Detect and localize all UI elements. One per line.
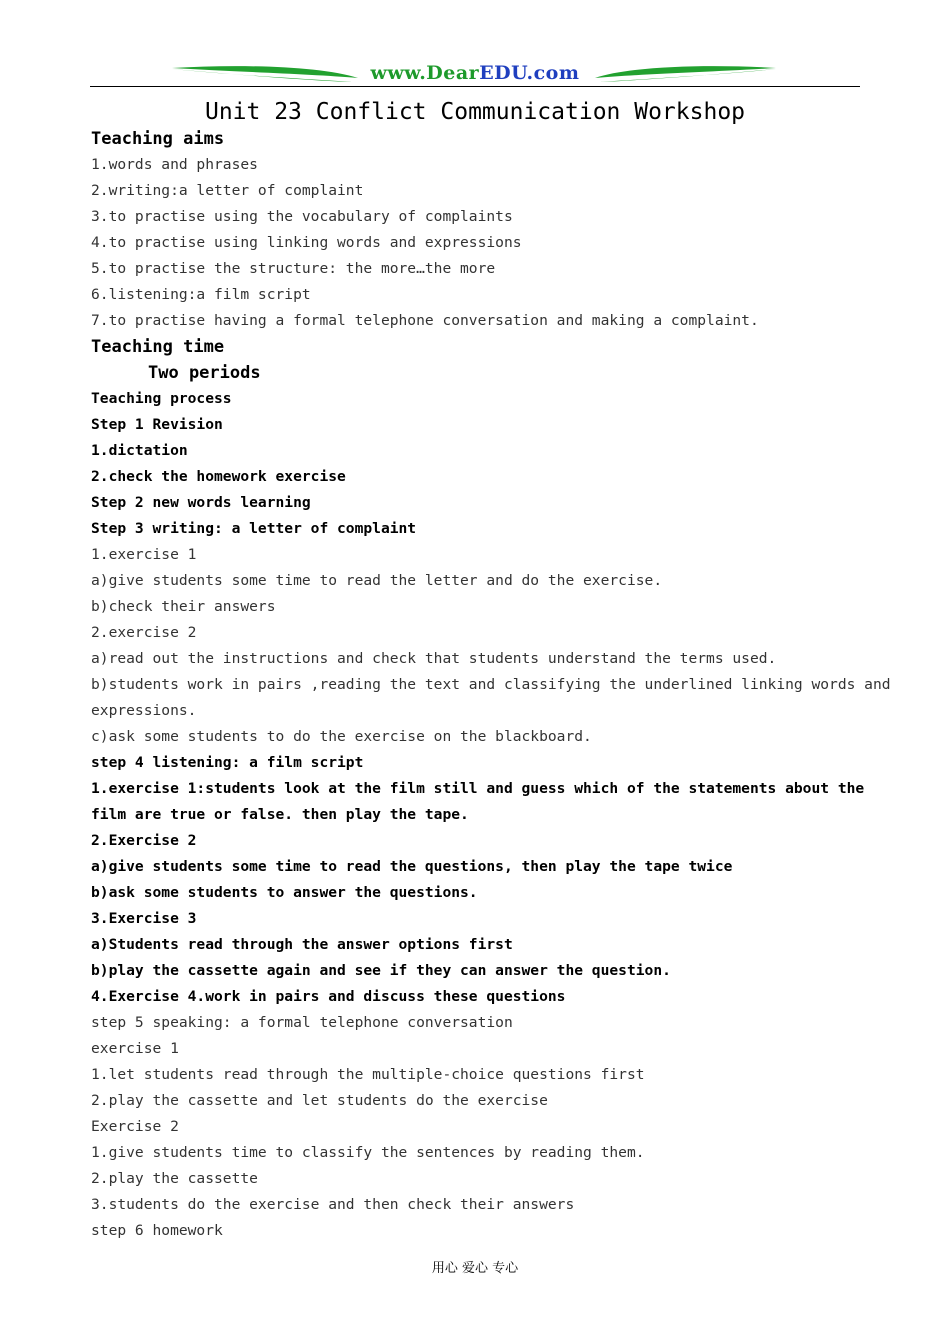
text-line: 1.exercise 1 bbox=[91, 546, 197, 563]
text-line: Two periods bbox=[148, 363, 261, 383]
header-divider bbox=[90, 86, 860, 87]
site-suffix: EDU.com bbox=[479, 62, 580, 84]
text-line: b)ask some students to answer the questions. bbox=[91, 884, 478, 901]
text-line: 2.play the cassette bbox=[91, 1170, 258, 1187]
text-line: 1.exercise 1:students look at the film still and guess which of the statements about the bbox=[91, 780, 865, 797]
text-line: 3.to practise using the vocabulary of complaints bbox=[91, 208, 513, 225]
text-line: b)check their answers bbox=[91, 598, 276, 615]
text-line: 2.play the cassette and let students do the exercise bbox=[91, 1092, 548, 1109]
text-line: Teaching time bbox=[91, 337, 225, 357]
text-line: 2.writing:a letter of complaint bbox=[91, 182, 364, 199]
text-line: b)play the cassette again and see if they can answer the question. bbox=[91, 962, 671, 979]
text-line: Exercise 2 bbox=[91, 1118, 179, 1135]
text-line: b)students work in pairs ,reading the text and classifying the underlined linking words and bbox=[91, 676, 891, 693]
text-line: 1.dictation bbox=[91, 442, 188, 459]
text-line: 3.students do the exercise and then check their answers bbox=[91, 1196, 575, 1213]
text-line: a)give students some time to read the letter and do the exercise. bbox=[91, 572, 663, 589]
text-line: 7.to practise having a formal telephone conversation and making a complaint. bbox=[91, 312, 759, 329]
text-line: Step 2 new words learning bbox=[91, 494, 311, 511]
text-line: 4.to practise using linking words and expressions bbox=[91, 234, 522, 251]
text-line: Teaching process bbox=[91, 390, 232, 407]
text-line: 2.check the homework exercise bbox=[91, 468, 346, 485]
text-line: 2.Exercise 2 bbox=[91, 832, 197, 849]
text-line: a)give students some time to read the questions, then play the tape twice bbox=[91, 858, 733, 875]
text-line: expressions. bbox=[91, 702, 197, 719]
text-line: 2.exercise 2 bbox=[91, 624, 197, 641]
text-line: 1.let students read through the multiple-choice questions first bbox=[91, 1066, 645, 1083]
text-line: film are true or false. then play the tape. bbox=[91, 806, 469, 823]
text-line: exercise 1 bbox=[91, 1040, 179, 1057]
text-line: step 4 listening: a film script bbox=[91, 754, 364, 771]
document-body bbox=[91, 126, 891, 1244]
text-line: 5.to practise the structure: the more…the more bbox=[91, 260, 496, 277]
site-header bbox=[90, 60, 860, 92]
page-footer: 用心 爱心 专心 bbox=[431, 1261, 519, 1276]
text-line: Teaching aims bbox=[91, 129, 225, 149]
text-line: 1.give students time to classify the sentences by reading them. bbox=[91, 1144, 645, 1161]
text-line: c)ask some students to do the exercise on the blackboard. bbox=[91, 728, 592, 745]
text-line: Step 3 writing: a letter of complaint bbox=[91, 520, 417, 537]
text-line: a)Students read through the answer options first bbox=[91, 936, 513, 953]
text-line: 3.Exercise 3 bbox=[91, 910, 197, 927]
text-line: step 5 speaking: a formal telephone conversation bbox=[91, 1014, 513, 1031]
text-line: 6.listening:a film script bbox=[91, 286, 311, 303]
text-line: Step 1 Revision bbox=[91, 416, 223, 433]
text-line: step 6 homework bbox=[91, 1222, 223, 1239]
page-title: Unit 23 Conflict Communication Workshop bbox=[204, 99, 746, 125]
site-logo-text bbox=[358, 62, 592, 84]
site-prefix: www.Dear bbox=[370, 62, 480, 84]
text-line: 1.words and phrases bbox=[91, 156, 258, 173]
text-line: a)read out the instructions and check that students understand the terms used. bbox=[91, 650, 777, 667]
text-line: 4.Exercise 4.work in pairs and discuss these questions bbox=[91, 988, 566, 1005]
